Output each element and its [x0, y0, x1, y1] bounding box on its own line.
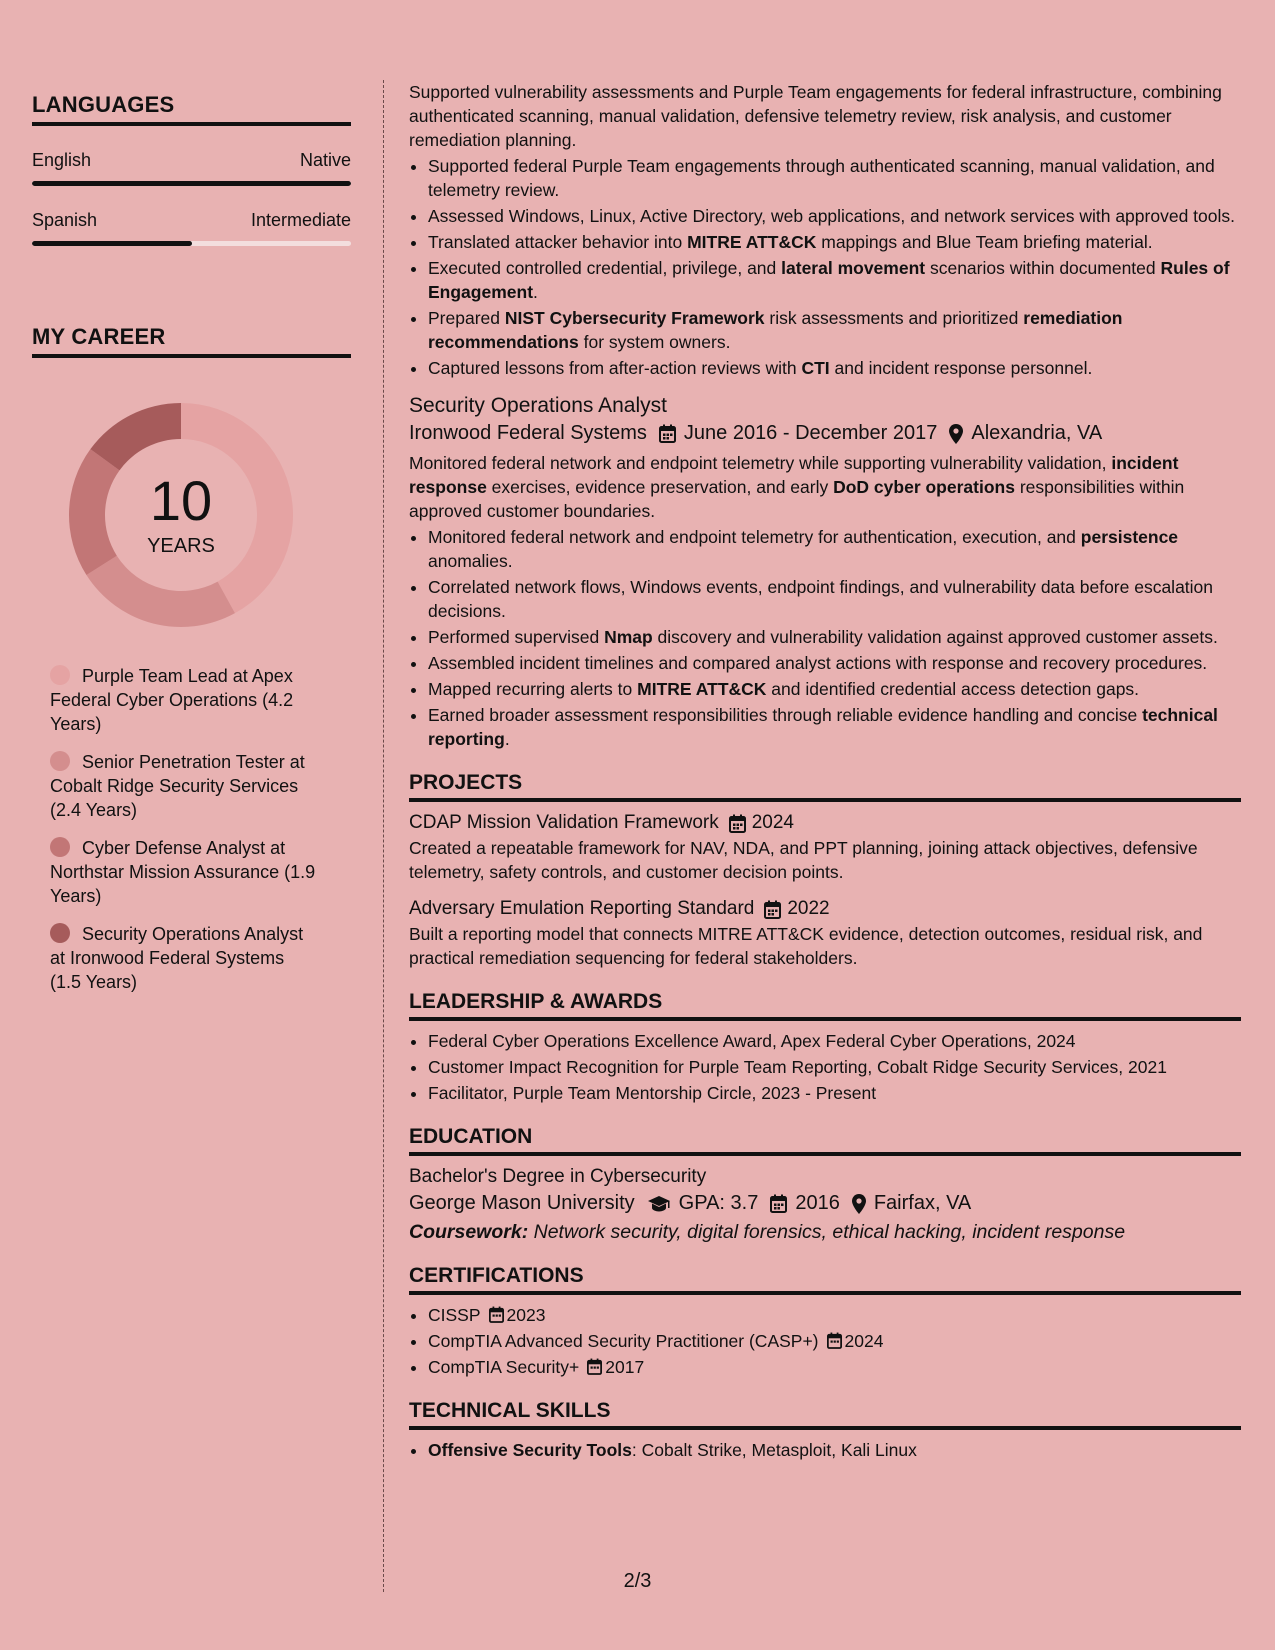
career-legend-item	[50, 836, 320, 908]
calendar-icon	[764, 900, 781, 919]
calendar-icon	[827, 1332, 842, 1349]
bullet-item: • Captured lessons from after-action reviews with CTI and incident response personnel.	[428, 356, 1241, 380]
bullet-item: • Performed supervised Nmap discovery and vulnerability validation against approved customer assets.	[428, 625, 1241, 649]
education-heading: EDUCATION	[409, 1125, 1241, 1156]
language-level: Native	[299, 150, 351, 170]
job-company: Ironwood Federal Systems	[409, 422, 647, 444]
job-bullets	[409, 525, 1241, 751]
bullet-item: • Earned broader assessment responsibilities through reliable evidence handling and concise technical reporting.	[428, 703, 1241, 751]
language-name: English	[32, 150, 92, 170]
bullet-item: • Assessed Windows, Linux, Active Directory, web applications, and network services with approved tools.	[428, 204, 1241, 228]
legend-label: Purple Team Lead at Apex Federal Cyber Operations (4.2 Years)	[50, 666, 294, 734]
legend-label: Cyber Defense Analyst at Northstar Mission Assurance (1.9 Years)	[50, 838, 316, 906]
column-divider	[383, 80, 384, 1592]
job-location: Alexandria, VA	[971, 422, 1103, 444]
legend-label: Senior Penetration Tester at Cobalt Ridge Security Services (2.4 Years)	[50, 752, 305, 820]
sidebar	[32, 92, 351, 1008]
certification-item: • CompTIA Advanced Security Practitioner (CASP+) 2024	[428, 1329, 1241, 1353]
project-title: Adversary Emulation Reporting Standard	[409, 898, 755, 919]
career-donut-chart	[66, 400, 296, 630]
award-item: • Customer Impact Recognition for Purple Team Reporting, Cobalt Ridge Security Services, 2021	[428, 1055, 1241, 1079]
graduation-year: 2016	[795, 1192, 840, 1214]
language-proficiency-bar	[32, 241, 351, 246]
degree-title: Bachelor's Degree in Cybersecurity	[409, 1166, 707, 1187]
legend-dot	[50, 923, 70, 943]
job-summary: Supported vulnerability assessments and Purple Team engagements for federal infrastructure, combining authenticated scanning, manual validation, defensive telemetry review, risk analysis, and customer remediation planning.	[409, 82, 1222, 150]
job-meta	[409, 422, 1241, 445]
calendar-icon	[587, 1358, 602, 1375]
career-legend-item	[50, 922, 320, 994]
project-description: Built a reporting model that connects MITRE ATT&CK evidence, detection outcomes, residual risk, and practical remediation sequencing for federal stakeholders.	[409, 924, 1203, 968]
project-item	[409, 812, 1241, 884]
bullet-item: • Mapped recurring alerts to MITRE ATT&CK and identified credential access detection gaps.	[428, 677, 1241, 701]
skill-item: • Offensive Security Tools: Cobalt Strike, Metasploit, Kali Linux	[428, 1438, 1241, 1462]
project-year: 2024	[751, 812, 795, 833]
career-heading: MY CAREER	[32, 324, 351, 358]
award-item: • Facilitator, Purple Team Mentorship Circle, 2023 - Present	[428, 1081, 1241, 1105]
languages-heading: LANGUAGES	[32, 92, 351, 126]
job-summary: Monitored federal network and endpoint telemetry while supporting vulnerability validation, incident response exercises, evidence preservation, and early DoD cyber operations responsibilities within approved customer boundaries.	[409, 453, 1185, 521]
certifications-list	[409, 1303, 1241, 1379]
legend-dot	[50, 837, 70, 857]
calendar-icon	[729, 814, 746, 833]
language-item	[32, 210, 351, 246]
gpa: GPA: 3.7	[678, 1192, 759, 1214]
bullet-item: • Monitored federal network and endpoint telemetry for authentication, execution, and persistence anomalies.	[428, 525, 1241, 573]
project-description: Created a repeatable framework for NAV, NDA, and PPT planning, joining attack objectives, defensive telemetry, safety controls, and customer decision points.	[409, 838, 1198, 882]
calendar-icon	[489, 1306, 504, 1323]
career-total-unit: YEARS	[147, 534, 215, 557]
calendar-icon	[770, 1194, 787, 1213]
education-meta	[409, 1192, 1241, 1215]
skills-list	[409, 1438, 1241, 1462]
bullet-item: • Translated attacker behavior into MITRE ATT&CK mappings and Blue Team briefing material.	[428, 230, 1241, 254]
career-legend	[50, 664, 320, 994]
school-name: George Mason University	[409, 1192, 635, 1214]
bullet-item: • Supported federal Purple Team engagements through authenticated scanning, manual validation, and telemetry review.	[428, 154, 1241, 202]
project-year: 2022	[787, 898, 830, 919]
language-proficiency-fill	[32, 241, 192, 246]
career-legend-item	[50, 750, 320, 822]
map-pin-icon	[949, 424, 963, 444]
legend-label: Security Operations Analyst at Ironwood Federal Systems (1.5 Years)	[50, 924, 304, 992]
language-level: Intermediate	[250, 210, 351, 230]
language-proficiency-fill	[32, 181, 351, 186]
certification-item: • CompTIA Security+ 2017	[428, 1355, 1241, 1379]
school-location: Fairfax, VA	[873, 1192, 972, 1214]
coursework: Coursework: Network security, digital forensics, ethical hacking, incident response	[409, 1221, 1126, 1243]
map-pin-icon	[852, 1194, 866, 1214]
awards-heading: LEADERSHIP & AWARDS	[409, 990, 1241, 1021]
legend-dot	[50, 751, 70, 771]
certification-item: • CISSP 2023	[428, 1303, 1241, 1327]
calendar-icon	[659, 424, 676, 443]
certifications-heading: CERTIFICATIONS	[409, 1264, 1241, 1295]
language-proficiency-bar	[32, 181, 351, 186]
award-item: • Federal Cyber Operations Excellence Award, Apex Federal Cyber Operations, 2024	[428, 1029, 1241, 1053]
legend-dot	[50, 665, 70, 685]
skills-heading: TECHNICAL SKILLS	[409, 1399, 1241, 1430]
language-name: Spanish	[32, 210, 98, 230]
main-column	[409, 80, 1241, 1464]
project-item	[409, 898, 1241, 970]
bullet-item: • Assembled incident timelines and compared analyst actions with response and recovery procedures.	[428, 651, 1241, 675]
job-title: Security Operations Analyst	[409, 394, 667, 417]
job-bullets	[409, 154, 1241, 380]
graduation-cap-icon	[647, 1195, 671, 1213]
language-item	[32, 150, 351, 186]
project-title: CDAP Mission Validation Framework	[409, 812, 719, 833]
projects-heading: PROJECTS	[409, 771, 1241, 802]
career-legend-item	[50, 664, 320, 736]
bullet-item: • Executed controlled credential, privilege, and lateral movement scenarios within documented Rules of Engagement.	[428, 256, 1241, 304]
bullet-item: • Correlated network flows, Windows events, endpoint findings, and vulnerability data before escalation decisions.	[428, 575, 1241, 623]
job-dates: June 2016 - December 2017	[683, 422, 938, 444]
page-number: 2/3	[623, 1570, 652, 1592]
career-total-years: 10	[149, 468, 213, 532]
awards-list	[409, 1029, 1241, 1105]
bullet-item: • Prepared NIST Cybersecurity Framework risk assessments and prioritized remediation recommendations for system owners.	[428, 306, 1241, 354]
